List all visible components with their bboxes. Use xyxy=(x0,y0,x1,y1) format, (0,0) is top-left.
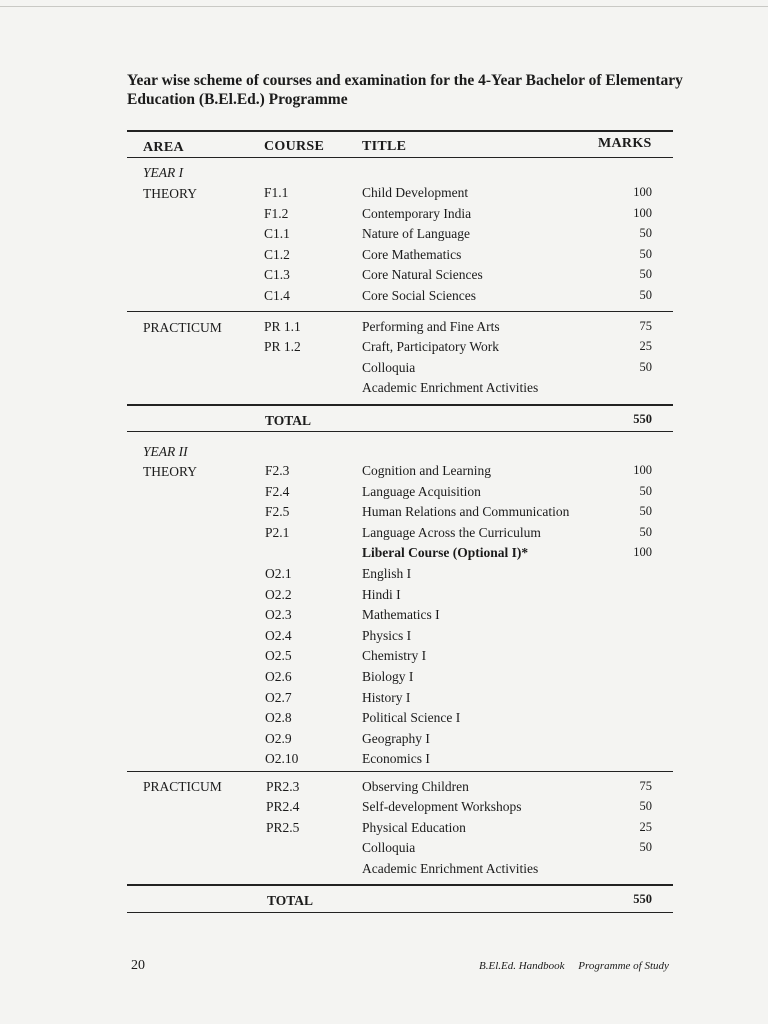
year2-total-top-rule xyxy=(127,884,673,886)
course-title: Hindi I xyxy=(362,586,401,602)
running-footer: B.El.Ed. Handbook Programme of Study xyxy=(479,960,669,972)
course-code: O2.1 xyxy=(265,566,292,581)
course-code: O2.3 xyxy=(265,607,292,623)
year1-label: YEAR I xyxy=(143,165,184,180)
course-marks: 50 xyxy=(639,840,652,855)
year1-total-value: 550 xyxy=(633,412,652,426)
course-code: O2.8 xyxy=(265,710,292,726)
course-marks: 100 xyxy=(633,185,652,199)
course-code: F2.4 xyxy=(265,483,290,499)
course-code: O2.10 xyxy=(265,751,299,767)
table-bottom-rule xyxy=(127,912,673,913)
course-marks: 50 xyxy=(639,483,652,498)
course-title: Academic Enrichment Activities xyxy=(362,860,539,876)
course-code: O2.7 xyxy=(265,689,292,705)
course-title: Academic Enrichment Activities xyxy=(362,380,539,396)
course-code: F1.2 xyxy=(264,205,289,221)
course-code: O2.4 xyxy=(265,627,292,643)
table-top-rule xyxy=(127,130,673,132)
course-title: Liberal Course (Optional I)* xyxy=(362,545,529,561)
course-title: Colloquia xyxy=(362,840,416,856)
course-code: PR 1.1 xyxy=(264,319,301,334)
course-marks: 75 xyxy=(639,779,652,793)
course-title: Nature of Language xyxy=(362,226,470,242)
course-code: O2.5 xyxy=(265,648,292,664)
course-title: Self-development Workshops xyxy=(362,799,522,815)
course-title: Language Across the Curriculum xyxy=(362,524,541,540)
course-code: P2.1 xyxy=(265,524,290,540)
course-marks: 50 xyxy=(639,267,652,282)
course-code: F2.3 xyxy=(265,463,290,478)
course-title: History I xyxy=(362,689,411,705)
year2-theory-label: THEORY xyxy=(143,464,197,479)
course-marks: 25 xyxy=(639,819,652,834)
course-title: Language Acquisition xyxy=(362,483,481,499)
course-title: Mathematics I xyxy=(362,607,440,623)
course-marks: 50 xyxy=(639,524,652,539)
course-code: C1.2 xyxy=(264,246,290,262)
year2-total-value: 550 xyxy=(633,892,652,906)
column-header-title: TITLE xyxy=(362,139,407,154)
course-title: Performing and Fine Arts xyxy=(362,319,500,334)
year2-total-label: TOTAL xyxy=(267,893,314,908)
course-marks: 50 xyxy=(639,246,652,261)
column-header-area: AREA xyxy=(143,140,184,155)
year2-practicum-label: PRACTICUM xyxy=(143,779,222,794)
course-marks: 50 xyxy=(639,226,652,241)
course-title: Geography I xyxy=(362,730,430,746)
course-code: PR2.4 xyxy=(266,799,300,815)
course-code: O2.2 xyxy=(265,586,292,602)
header-bottom-rule xyxy=(127,157,673,158)
course-marks: 25 xyxy=(639,339,652,354)
course-title: Human Relations and Communication xyxy=(362,504,570,520)
course-title: Child Development xyxy=(362,185,469,200)
course-marks: 75 xyxy=(639,319,652,333)
course-title: Observing Children xyxy=(362,779,469,794)
course-title: Physics I xyxy=(362,627,412,643)
year1-theory-label: THEORY xyxy=(143,186,197,201)
course-title: Contemporary India xyxy=(362,205,472,221)
year1-theory-divider xyxy=(127,311,673,312)
course-code: C1.1 xyxy=(264,226,290,242)
course-code: F2.5 xyxy=(265,504,290,520)
course-title: Economics I xyxy=(362,751,430,767)
course-code: PR2.5 xyxy=(266,819,300,835)
top-rule xyxy=(0,6,768,7)
course-marks: 100 xyxy=(633,205,652,220)
course-marks: 50 xyxy=(639,504,652,519)
year2-theory-divider xyxy=(127,771,673,772)
year2-label: YEAR II xyxy=(143,444,188,459)
course-code: F1.1 xyxy=(264,185,289,200)
year1-total-top-rule xyxy=(127,404,673,406)
course-title: Chemistry I xyxy=(362,648,427,664)
course-code: PR2.3 xyxy=(266,779,300,794)
course-marks: 50 xyxy=(639,799,652,814)
page-heading: Year wise scheme of courses and examination for the 4-Year Bachelor of Elementary Education (B.El.Ed.) Programme xyxy=(127,72,683,108)
course-marks: 50 xyxy=(639,359,652,374)
course-title: Cognition and Learning xyxy=(362,463,491,478)
course-marks: 50 xyxy=(639,288,652,302)
course-title: Colloquia xyxy=(362,359,416,375)
course-title: Core Social Sciences xyxy=(362,288,476,303)
course-title: Core Natural Sciences xyxy=(362,267,483,283)
course-title: Craft, Participatory Work xyxy=(362,339,500,355)
year1-total-bottom-rule xyxy=(127,431,673,432)
course-title: Core Mathematics xyxy=(362,246,462,262)
course-title: English I xyxy=(362,566,412,581)
course-code: O2.9 xyxy=(265,730,292,746)
course-marks: 100 xyxy=(633,463,652,477)
course-code: C1.4 xyxy=(264,288,290,303)
column-header-marks: MARKS xyxy=(598,136,652,151)
year1-practicum-label: PRACTICUM xyxy=(143,320,222,335)
course-marks: 100 xyxy=(633,545,652,560)
course-code: O2.6 xyxy=(265,669,292,684)
course-code: C1.3 xyxy=(264,267,290,283)
course-code: PR 1.2 xyxy=(264,339,301,355)
course-title: Biology I xyxy=(362,669,414,684)
course-title: Political Science I xyxy=(362,710,461,726)
page-number: 20 xyxy=(131,958,145,973)
course-title: Physical Education xyxy=(362,819,466,835)
year1-total-label: TOTAL xyxy=(265,413,312,428)
column-header-course: COURSE xyxy=(264,139,325,154)
